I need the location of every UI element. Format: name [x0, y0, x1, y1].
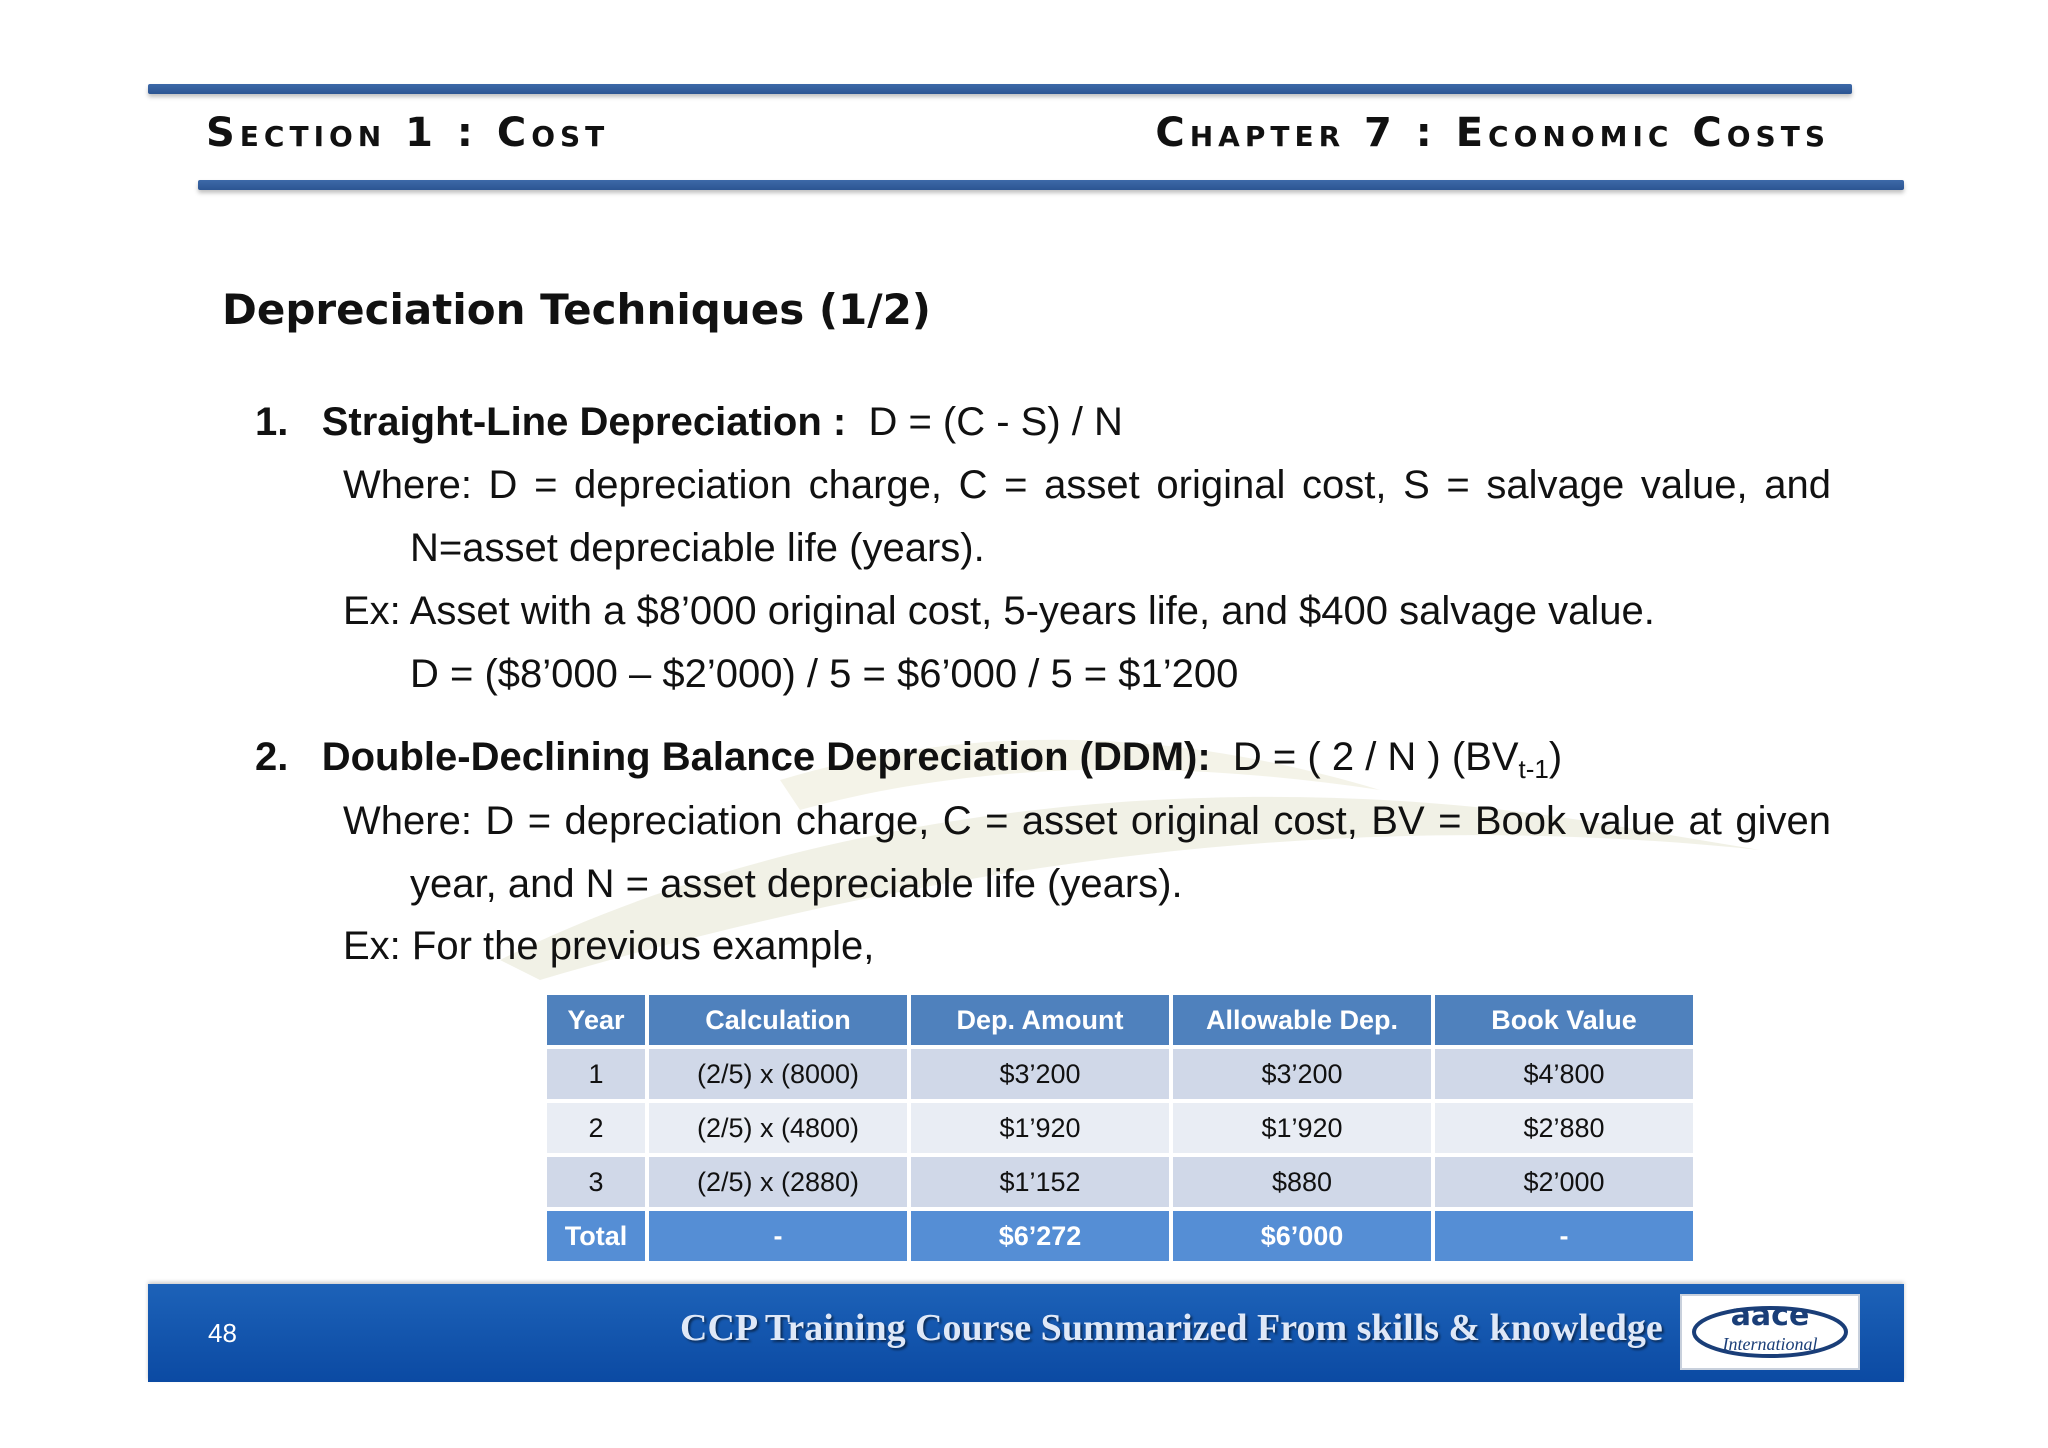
table-row — [547, 1103, 1693, 1153]
item1-number: 1. — [255, 400, 289, 444]
section-heading: Section 1 : Cost — [206, 110, 610, 156]
cell-dep-amount: $1’920 — [911, 1103, 1169, 1153]
cell-book-value: $2’000 — [1435, 1157, 1693, 1207]
item2-number: 2. — [255, 735, 289, 779]
item2-example: Ex: For the previous example, — [343, 924, 875, 968]
cell-book-value: $2’880 — [1435, 1103, 1693, 1153]
cell-calculation: (2/5) x (4800) — [649, 1103, 907, 1153]
depreciation-table — [543, 991, 1697, 1265]
table-row — [547, 1157, 1693, 1207]
logo-name: aace — [1730, 1298, 1810, 1333]
cell-year: 1 — [547, 1049, 645, 1099]
table-total-row — [547, 1211, 1693, 1261]
total-book-value: - — [1435, 1211, 1693, 1261]
total-label: Total — [547, 1211, 645, 1261]
cell-calculation: (2/5) x (2880) — [649, 1157, 907, 1207]
col-header-dep-amount: Dep. Amount — [911, 995, 1169, 1045]
table-header-row — [547, 995, 1693, 1045]
cell-dep-amount: $3’200 — [911, 1049, 1169, 1099]
chapter-heading: Chapter 7 : Economic Costs — [1155, 110, 1830, 156]
cell-year: 2 — [547, 1103, 645, 1153]
col-header-book-value: Book Value — [1435, 995, 1693, 1045]
header-bottom-rule — [198, 180, 1904, 190]
item1-heading — [255, 398, 1123, 446]
item2-formula: D = ( 2 / N ) $(BV_{t-1})$ — [1232, 735, 1563, 784]
cell-allowable-dep: $3’200 — [1173, 1049, 1431, 1099]
total-dep-amount: $6’272 — [911, 1211, 1169, 1261]
cell-book-value: $4’800 — [1435, 1049, 1693, 1099]
item1-formula: D = (C - S) / N — [868, 400, 1123, 444]
total-calculation: - — [649, 1211, 907, 1261]
item2-name: Double-Declining Balance Depreciation (DDM): — [321, 735, 1211, 779]
item2-where-line2: year, and N = asset depreciable life (years). — [410, 862, 1183, 906]
cell-allowable-dep: $1’920 — [1173, 1103, 1431, 1153]
table-row — [547, 1049, 1693, 1099]
item1-calculation: D = ($8’000 – $2’000) / 5 = $6’000 / 5 = $1’200 — [410, 652, 1239, 696]
item1-where-line1: Where: D = depreciation charge, C = asset original cost, S = salvage value, and — [343, 463, 1831, 507]
footer-text: CCP Training Course Summarized From skills & knowledge — [680, 1307, 1663, 1349]
item1-example: Ex: Asset with a $8’000 original cost, 5-years life, and $400 salvage value. — [343, 589, 1655, 633]
aace-logo — [1680, 1294, 1860, 1370]
item2-where-line1: Where: D = depreciation charge, C = asset original cost, BV = Book value at given — [343, 799, 1831, 843]
col-header-allowable-dep: Allowable Dep. — [1173, 995, 1431, 1045]
item1-where-line2: N=asset depreciable life (years). — [410, 526, 985, 570]
col-header-year: Year — [547, 995, 645, 1045]
cell-allowable-dep: $880 — [1173, 1157, 1431, 1207]
cell-calculation: (2/5) x (8000) — [649, 1049, 907, 1099]
logo-subtitle: International — [1722, 1334, 1818, 1354]
item1-name: Straight-Line Depreciation : — [321, 400, 847, 444]
header-top-rule — [148, 84, 1852, 94]
total-allowable-dep: $6’000 — [1173, 1211, 1431, 1261]
item2-heading — [255, 733, 1562, 793]
col-header-calculation: Calculation — [649, 995, 907, 1045]
slide-title: Depreciation Techniques (1/2) — [222, 285, 931, 334]
cell-dep-amount: $1’152 — [911, 1157, 1169, 1207]
page-number: 48 — [208, 1318, 237, 1348]
cell-year: 3 — [547, 1157, 645, 1207]
